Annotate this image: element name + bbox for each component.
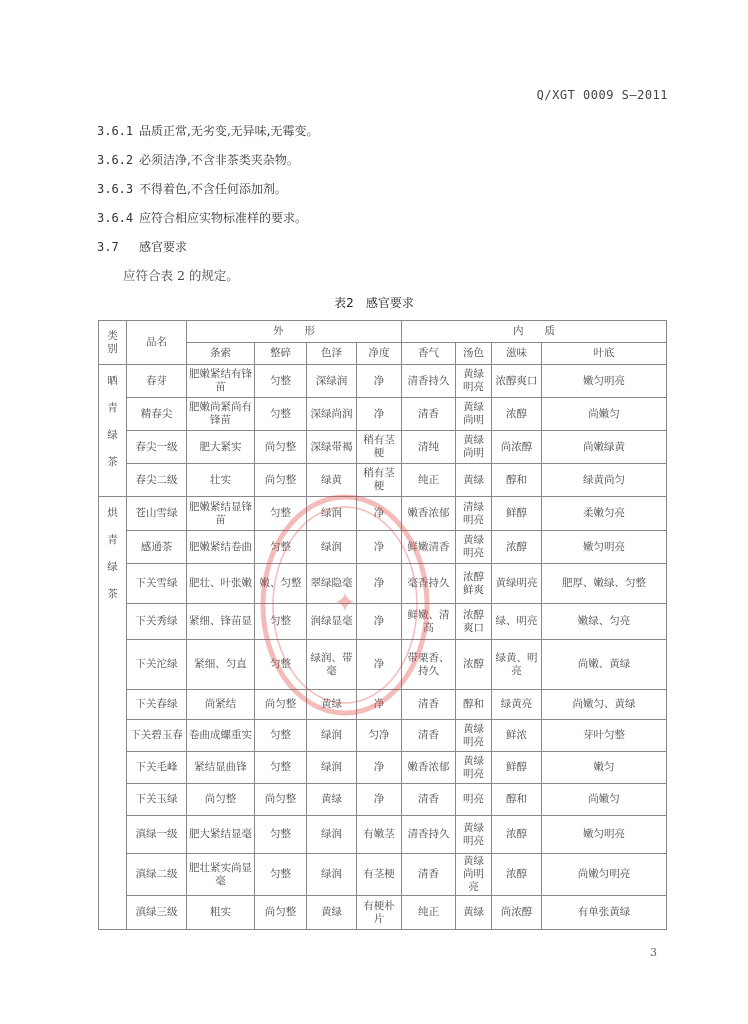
table-cell: 卷曲成螺重实: [187, 720, 255, 752]
table-cell: 润绿显毫: [307, 604, 357, 640]
table-cell: 紧细、匀直: [187, 640, 255, 690]
table-cell: 鲜嫩、清高: [402, 604, 456, 640]
product-name-cell: 滇绿二级: [127, 854, 187, 896]
table-cell: 尚匀整: [255, 431, 307, 464]
table-cell: 浓醇: [492, 398, 542, 431]
header-inner-group: 内 质: [402, 321, 667, 343]
table-cell: 净: [357, 564, 402, 604]
product-name-cell: 春芽: [127, 365, 187, 398]
svg-text:✦: ✦: [333, 586, 357, 619]
table-cell: 纯正: [402, 464, 456, 497]
table-cell: 净: [357, 365, 402, 398]
table-cell: 鲜醇: [492, 752, 542, 784]
table-cell: 净: [357, 690, 402, 720]
table-cell: 黄绿明亮: [456, 720, 492, 752]
table-cell: 净: [357, 604, 402, 640]
table-cell: 粗实: [187, 896, 255, 930]
column-header: 条索: [187, 343, 255, 365]
table-cell: 鲜浓: [492, 720, 542, 752]
table-row: [99, 816, 667, 854]
table-cell: 肥嫩紧结卷曲: [187, 531, 255, 564]
table-cell: 肥嫩尚紧尚有锋苗: [187, 398, 255, 431]
table-cell: 匀整: [255, 752, 307, 784]
table-row: [99, 464, 667, 497]
product-name-cell: 精春尖: [127, 398, 187, 431]
table-cell: 绿润: [307, 816, 357, 854]
table-cell: 黄绿明亮: [456, 752, 492, 784]
table-cell: 尚匀整: [255, 690, 307, 720]
table-cell: 芽叶匀整: [542, 720, 667, 752]
table-caption: 表2 感官要求: [334, 296, 414, 310]
table-cell: 有茎梗: [357, 854, 402, 896]
product-name-cell: 苍山雪绿: [127, 497, 187, 531]
table-cell: 尚紧结: [187, 690, 255, 720]
table-cell: 清香: [402, 690, 456, 720]
category-char: 晒: [107, 375, 118, 387]
table-cell: 嫩匀明亮: [542, 816, 667, 854]
table-cell: 深绿带褐: [307, 431, 357, 464]
table-cell: 清香: [402, 784, 456, 816]
product-name-cell: 下关玉绿: [127, 784, 187, 816]
table-cell: 尚浓醇: [492, 431, 542, 464]
clause-3-6-2: 3.6.2 必须洁净,不含非茶类夹杂物。: [97, 153, 299, 167]
table-cell: 深绿润: [307, 365, 357, 398]
table-cell: 净: [357, 752, 402, 784]
clause-3-6-1: 3.6.1 品质正常,无劣变,无异味,无霉变。: [97, 124, 319, 138]
table-cell: 黄绿: [307, 690, 357, 720]
table-cell: 匀整: [255, 720, 307, 752]
header-category: 类别: [99, 321, 127, 365]
table-cell: 深绿尚润: [307, 398, 357, 431]
category-char: 绿: [107, 429, 118, 441]
table-cell: 匀净: [357, 720, 402, 752]
table-row: [99, 690, 667, 720]
column-header: 净度: [357, 343, 402, 365]
table-cell: 肥大紧实: [187, 431, 255, 464]
table-cell: 嫩匀明亮: [542, 531, 667, 564]
table-cell: 黄绿明亮: [456, 365, 492, 398]
column-header: 色泽: [307, 343, 357, 365]
table-cell: 醇和: [492, 464, 542, 497]
table-cell: 净: [357, 531, 402, 564]
category-cell: [99, 365, 127, 497]
table-cell: 尚嫩绿黄: [542, 431, 667, 464]
table-cell: 绿黄、明亮: [492, 640, 542, 690]
table-cell: 浓醇: [492, 816, 542, 854]
table-cell: 净: [357, 640, 402, 690]
table-cell: 净: [357, 497, 402, 531]
table-cell: 尚匀整: [255, 464, 307, 497]
table-cell: 黄绿: [456, 896, 492, 930]
table-cell: 清纯: [402, 431, 456, 464]
table-cell: 肥嫩紧结有锋苗: [187, 365, 255, 398]
header-name: 品名: [127, 321, 187, 365]
product-name-cell: 下关碧玉春: [127, 720, 187, 752]
table-cell: 绿、明亮: [492, 604, 542, 640]
table-row: [99, 398, 667, 431]
product-name-cell: 感通茶: [127, 531, 187, 564]
table-cell: 黄绿尚明: [456, 398, 492, 431]
table-cell: 尚嫩匀: [542, 398, 667, 431]
product-name-cell: 下关春绿: [127, 690, 187, 720]
table-row: [99, 784, 667, 816]
table-cell: 黄绿尚明亮: [456, 854, 492, 896]
column-header: 香气: [402, 343, 456, 365]
table-cell: 带栗香、持久: [402, 640, 456, 690]
table-row: [99, 604, 667, 640]
table-cell: 鲜醇: [492, 497, 542, 531]
table-cell: 尚嫩匀: [542, 784, 667, 816]
table-cell: 有单张黄绿: [542, 896, 667, 930]
table-row: [99, 531, 667, 564]
table-cell: 柔嫩匀亮: [542, 497, 667, 531]
category-char: 烘: [107, 507, 118, 519]
table-cell: 浓醇爽口: [492, 365, 542, 398]
table-cell: 鲜嫩清香: [402, 531, 456, 564]
table-cell: 明亮: [456, 784, 492, 816]
table-cell: 紧细、锋苗显: [187, 604, 255, 640]
table-cell: 匀整: [255, 365, 307, 398]
table-cell: 浓醇爽口: [456, 604, 492, 640]
product-name-cell: 下关雪绿: [127, 564, 187, 604]
table-row: [99, 752, 667, 784]
table-cell: 嫩匀明亮: [542, 365, 667, 398]
header-outer-group: 外 形: [187, 321, 402, 343]
table-cell: 肥壮、叶张嫩: [187, 564, 255, 604]
table-cell: 肥壮紧实尚显毫: [187, 854, 255, 896]
table-cell: 浓醇鲜爽: [456, 564, 492, 604]
table-cell: 尚匀整: [255, 784, 307, 816]
table-cell: 黄绿: [307, 784, 357, 816]
category-char: 绿: [107, 561, 118, 573]
table-cell: 清香: [402, 398, 456, 431]
table-cell: 匀整: [255, 816, 307, 854]
table-cell: 肥厚、嫩绿、匀整: [542, 564, 667, 604]
table-cell: 尚匀整: [187, 784, 255, 816]
clause-3-7-heading: 3.7 感官要求: [97, 240, 188, 254]
table-cell: 匀整: [255, 497, 307, 531]
column-header: 整碎: [255, 343, 307, 365]
table-row: [99, 564, 667, 604]
category-char: 青: [107, 534, 118, 546]
paragraph-text: 应符合表 2 的规定。: [123, 268, 239, 283]
product-name-cell: 下关秀绿: [127, 604, 187, 640]
table-cell: 壮实: [187, 464, 255, 497]
table-cell: 净: [357, 398, 402, 431]
table-row: [99, 431, 667, 464]
table-row: [99, 896, 667, 930]
category-cell: [99, 497, 127, 930]
table-cell: 黄绿明亮: [456, 816, 492, 854]
table-cell: 清香持久: [402, 365, 456, 398]
table-cell: 醇和: [456, 690, 492, 720]
category-char: 茶: [107, 456, 118, 468]
table-cell: 醇和: [492, 784, 542, 816]
table-cell: 浓醇: [492, 531, 542, 564]
table-cell: 尚嫩匀、黄绿: [542, 690, 667, 720]
table-row: [99, 640, 667, 690]
column-header: 叶底: [542, 343, 667, 365]
table-cell: 有嫩茎: [357, 816, 402, 854]
table-row: [99, 720, 667, 752]
table-row: [99, 365, 667, 398]
table-cell: 尚嫩、黄绿: [542, 640, 667, 690]
table-cell: 绿润: [307, 720, 357, 752]
sensory-table: [98, 320, 667, 930]
table-cell: 稍有茎梗: [357, 464, 402, 497]
table-cell: 匀整: [255, 531, 307, 564]
table-cell: 清香持久: [402, 816, 456, 854]
table-cell: 匀整: [255, 854, 307, 896]
table-cell: 毫香持久: [402, 564, 456, 604]
table-cell: 嫩香浓郁: [402, 752, 456, 784]
table-cell: 绿黄: [307, 464, 357, 497]
product-name-cell: 下关沱绿: [127, 640, 187, 690]
table-cell: 紧结显曲锋: [187, 752, 255, 784]
table-cell: 绿润: [307, 854, 357, 896]
table-cell: 嫩匀: [542, 752, 667, 784]
product-name-cell: 春尖二级: [127, 464, 187, 497]
table-cell: 嫩绿、匀亮: [542, 604, 667, 640]
product-name-cell: 下关毛峰: [127, 752, 187, 784]
table-cell: 尚浓醇: [492, 896, 542, 930]
table-row: [99, 497, 667, 531]
table-cell: 尚嫩匀明亮: [542, 854, 667, 896]
table-cell: 清香: [402, 854, 456, 896]
table-cell: 有梗朴片: [357, 896, 402, 930]
category-char: 茶: [107, 588, 118, 600]
page-number: 3: [650, 946, 657, 959]
table-cell: 黄绿: [307, 896, 357, 930]
table-cell: 肥大紧结显毫: [187, 816, 255, 854]
table-cell: 绿润: [307, 752, 357, 784]
column-header: 汤色: [456, 343, 492, 365]
table-cell: 浓醇: [456, 640, 492, 690]
table-cell: 浓醇: [492, 854, 542, 896]
product-name-cell: 春尖一级: [127, 431, 187, 464]
table-cell: 嫩香浓郁: [402, 497, 456, 531]
product-name-cell: 滇绿一级: [127, 816, 187, 854]
table-cell: 绿润、带毫: [307, 640, 357, 690]
table-cell: 绿黄尚匀: [542, 464, 667, 497]
category-char: 青: [107, 402, 118, 414]
table-cell: 黄绿明亮: [492, 564, 542, 604]
table-cell: 翠绿隐毫: [307, 564, 357, 604]
table-cell: 黄绿: [456, 464, 492, 497]
table-cell: 清绿明亮: [456, 497, 492, 531]
product-name-cell: 滇绿三级: [127, 896, 187, 930]
table-cell: 清香: [402, 720, 456, 752]
table-cell: 尚匀整: [255, 896, 307, 930]
table-cell: 黄绿明亮: [456, 531, 492, 564]
standard-code: Q/XGT 0009 S—2011: [536, 88, 668, 102]
table-cell: 绿黄亮: [492, 690, 542, 720]
table-cell: 匀整: [255, 398, 307, 431]
table-cell: 肥嫩紧结显锋苗: [187, 497, 255, 531]
table-row: [99, 854, 667, 896]
table-cell: 绿润: [307, 497, 357, 531]
clause-3-6-3: 3.6.3 不得着色,不含任何添加剂。: [97, 182, 287, 196]
table-cell: 净: [357, 784, 402, 816]
table-cell: 匀整: [255, 640, 307, 690]
table-cell: 纯正: [402, 896, 456, 930]
table-cell: 稍有茎梗: [357, 431, 402, 464]
table-cell: 嫩、匀整: [255, 564, 307, 604]
table-cell: 匀整: [255, 604, 307, 640]
column-header: 滋味: [492, 343, 542, 365]
clause-3-6-4: 3.6.4 应符合相应实物标准样的要求。: [97, 211, 308, 225]
table-cell: 绿润: [307, 531, 357, 564]
table-cell: 黄绿尚明: [456, 431, 492, 464]
